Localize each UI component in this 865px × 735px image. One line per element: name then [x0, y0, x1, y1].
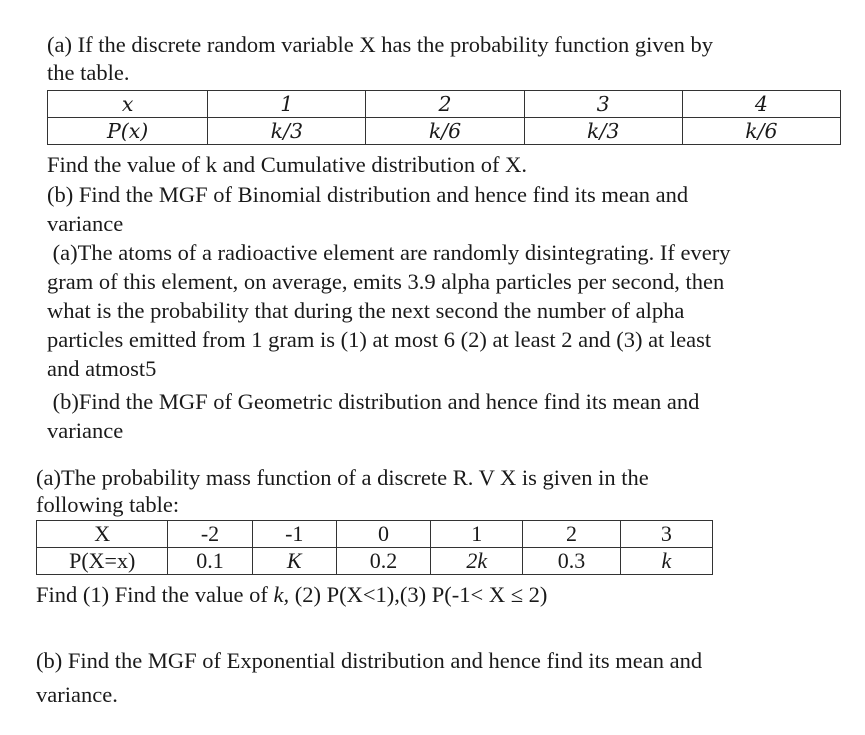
q2-b-line-2: variance	[47, 418, 124, 443]
q3-cell-x-6: 3	[620, 521, 712, 548]
q3-cell-p-1: 0.1	[168, 548, 252, 575]
q1-cell-x-2: 2	[366, 91, 524, 118]
q2-a-line-2: gram of this element, on average, emits 3.9 alpha particles per second, then	[47, 269, 725, 294]
q1-cell-x-3: 3	[524, 91, 682, 118]
q3-cell-x-2: -1	[252, 521, 336, 548]
q3-cell-x-1: -2	[168, 521, 252, 548]
q3-b-line-2: variance.	[36, 682, 118, 707]
q3-cell-p-6: k	[620, 548, 712, 575]
q2-a-line-1: (a)The atoms of a radioactive element are randomly disintegrating. If every	[47, 240, 731, 265]
q1-cell-p-header: P(x)	[48, 118, 208, 145]
q3-cell-x-header: X	[37, 521, 168, 548]
q3-table-row-x	[37, 521, 713, 548]
q3-find-k: k,	[273, 582, 290, 607]
q1-cell-x-1: 1	[208, 91, 366, 118]
q1-table-row-x	[48, 91, 841, 118]
q3-cell-x-4: 1	[431, 521, 523, 548]
q1-cell-p-1: k/3	[208, 118, 366, 145]
q1-a-intro-line-1: (a) If the discrete random variable X has the probability function given by	[47, 32, 714, 57]
q3-a-intro-line-1: (a)The probability mass function of a discrete R. V X is given in the	[36, 465, 649, 490]
q3-b-line-1: (b) Find the MGF of Exponential distribution and hence find its mean and	[36, 648, 703, 673]
q1-b-line-2: variance	[47, 211, 124, 236]
q3-find-prefix: Find (1) Find the value of	[36, 582, 274, 607]
q1-a-intro-line-2: the table.	[47, 60, 130, 85]
q3-cell-p-header: P(X=x)	[37, 548, 168, 575]
q2-a-line-4: particles emitted from 1 gram is (1) at most 6 (2) at least 2 and (3) at least	[47, 327, 712, 352]
q1-cell-x-header: x	[48, 91, 208, 118]
q1-cell-p-4: k/6	[682, 118, 840, 145]
q3-cell-p-5: 0.3	[523, 548, 620, 575]
q3-find-line	[36, 580, 547, 609]
q1-table-row-p	[48, 118, 841, 145]
q3-a-intro-line-2: following table:	[36, 492, 180, 517]
q3-cell-x-3: 0	[336, 521, 430, 548]
q1-probability-table	[47, 90, 841, 145]
q3-cell-p-3: 0.2	[336, 548, 430, 575]
q2-a-line-3: what is the probability that during the next second the number of alpha	[47, 298, 685, 323]
q3-table-row-p	[37, 548, 713, 575]
q1-a-ask: Find the value of k and Cumulative distribution of X.	[47, 152, 527, 177]
q3-find-suffix: (2) P(X<1),(3) P(-1< X ≤ 2)	[289, 582, 548, 607]
q2-b-line-1: (b)Find the MGF of Geometric distribution and hence find its mean and	[47, 389, 700, 414]
q3-cell-x-5: 2	[523, 521, 620, 548]
q1-cell-p-3: k/3	[524, 118, 682, 145]
q1-cell-p-2: k/6	[366, 118, 524, 145]
q3-cell-p-2: K	[252, 548, 336, 575]
q1-b-line-1: (b) Find the MGF of Binomial distribution and hence find its mean and	[47, 182, 689, 207]
q3-pmf-table	[36, 520, 713, 575]
q3-cell-p-4: 2k	[431, 548, 523, 575]
q1-cell-x-4: 4	[682, 91, 840, 118]
q2-a-line-5: and atmost5	[47, 356, 157, 381]
